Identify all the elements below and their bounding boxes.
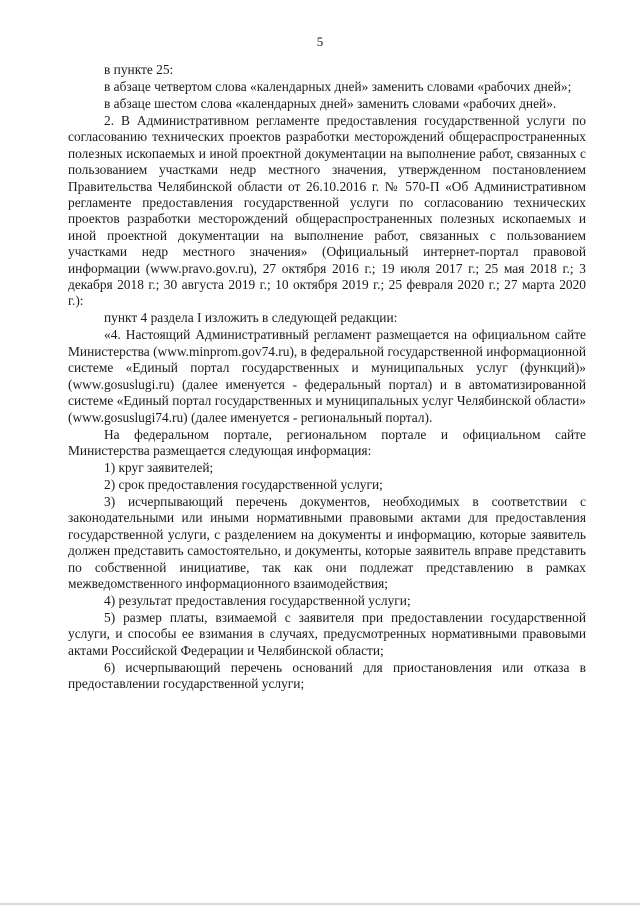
document-body — [68, 62, 586, 693]
paragraph: в абзаце шестом слова «календарных дней» заменить словами «рабочих дней». — [104, 96, 557, 111]
list-item: 4) результат предоставления государственной услуги; — [104, 592, 411, 608]
list-item: 3) исчерпывающий перечень документов, необходимых в соответствии с законодательными или иными нормативными правовыми актами для предоставления государственной услуги, с разделением на документы и информацию, которые заявитель должен представить самостоятельно, и документы, которые заявитель вправе представить по собственной инициативе, так как они подлежат представлению в рамках межведомственного информационного взаимодействия; — [68, 493, 586, 591]
paragraph: «4. Настоящий Административный регламент размещается на официальном сайте Министерства (www.minprom.gov74.ru), в федеральной государственной информационной системе «Единый портал государственных и муниципальных услуг (функций)» (www.gosuslugi.ru) (далее именуется - федеральный портал) и в автоматизированной системе «Единый портал государственных и муниципальных услуг Челябинской области» (www.gosuslugi74.ru) (далее именуется - региональный портал). — [68, 327, 586, 425]
page-number: 5 — [316, 34, 324, 49]
paragraph: пункт 4 раздела I изложить в следующей редакции: — [104, 310, 398, 326]
list-item: 5) размер платы, взимаемой с заявителя при предоставлении государственной услуги, и способы ее взимания в случаях, предусмотренных нормативными правовыми актами Российской Федерации и Челябинской области; — [68, 609, 586, 658]
list-item: 6) исчерпывающий перечень оснований для приостановления или отказа в предоставлении государственной услуги; — [68, 659, 586, 692]
paragraph: в абзаце четвертом слова «календарных дней» заменить словами «рабочих дней»; — [104, 79, 572, 94]
paragraph: 2. В Административном регламенте предоставления государственной услуги по согласованию технических проектов разработки месторождений общераспространенных полезных ископаемых и иной проектной документации на выполнение работ, связанных с пользованием участками недр местного значения, утвержденном постановлением Правительства Челябинской области от 26.10.2016 г. № 570-П «Об Административном регламенте предоставления государственной услуги по согласованию технических проектов разработки месторождений общераспространенных полезных ископаемых и иной проектной документации на выполнение работ, связанных с пользованием участками недр местного значения» (Официальный интернет-портал правовой информации (www.pravo.gov.ru), 27 октября 2016 г.; 19 июля 2017 г.; 25 мая 2018 г.; 3 декабря 2018 г.; 30 августа 2019 г.; 10 октября 2019 г.; 25 февраля 2020 г.; 27 марта 2020 г.): — [68, 113, 586, 309]
paragraph: На федеральном портале, региональном портале и официальном сайте Министерства размещается следующая информация: — [68, 426, 586, 458]
list-item: 1) круг заявителей; — [104, 459, 214, 475]
list-item: 2) срок предоставления государственной услуги; — [104, 476, 383, 492]
paragraph: в пункте 25: — [104, 62, 174, 77]
